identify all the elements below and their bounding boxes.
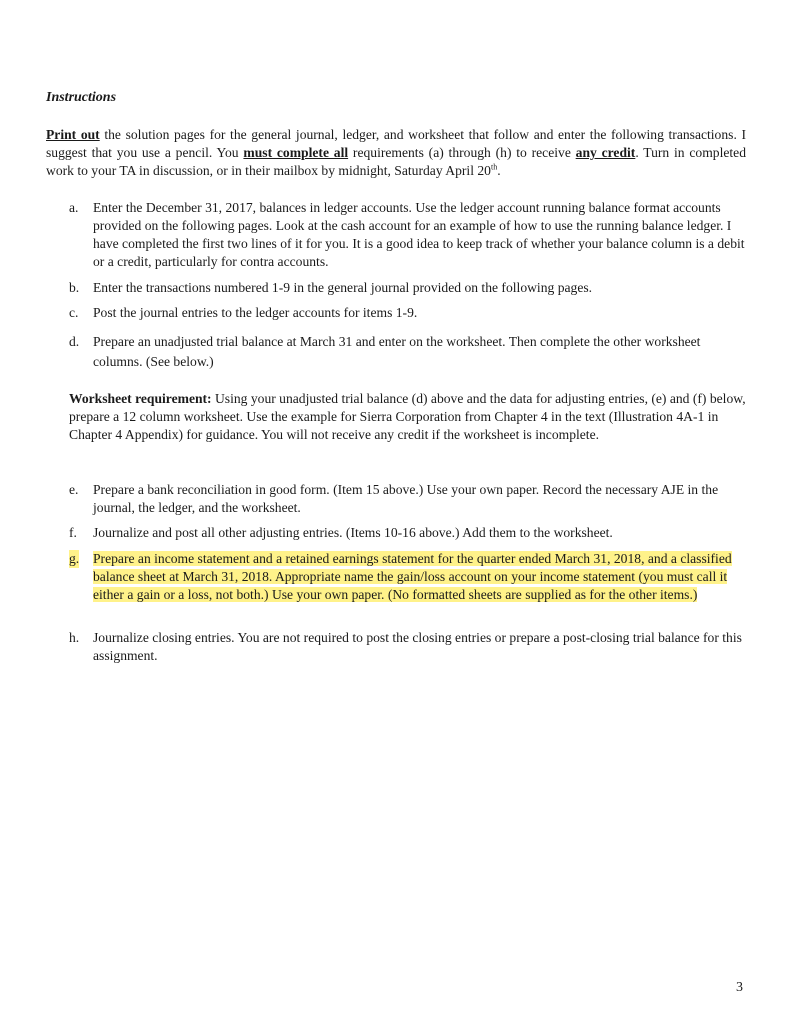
- list-item-b: [69, 279, 746, 297]
- highlighted-item-text: Prepare an income statement and a retained earnings statement for the quarter ended March 31, 2018, and a classified balance sheet at March 31, 2018. Appropriate name the gain/loss account on your income statement (you must call it either a gain or a loss, not both.) Use your own paper. (No formatted sheets are supplied as for the other items.): [93, 551, 732, 602]
- item-letter: b.: [69, 280, 80, 295]
- page-number: 3: [736, 980, 743, 995]
- list-item-a: [69, 199, 746, 271]
- item-text: Enter the transactions numbered 1-9 in the general journal provided on the following pages.: [93, 280, 593, 295]
- worksheet-label: Worksheet requirement:: [69, 391, 212, 406]
- item-letter: c.: [69, 305, 79, 320]
- item-text: Enter the December 31, 2017, balances in ledger accounts. Use the ledger account running balance format accounts provided on the following pages. Look at the cash account for an example of how to use the running balance ledger. I have completed the first two lines of it for you. It is a good idea to keep track of whether your balance column is a debit or a credit, particularly for contra accounts.: [93, 200, 745, 269]
- worksheet-text: Using your unadjusted trial balance (d) above and the data for adjusting entries, (e) and (f) below, prepare a 12 column worksheet. Use the example for Sierra Corporation from Chapter 4 in the text (Illustration 4A-1 in Chapter 4 Appendix) for guidance. You will not receive any credit if the worksheet is incomplete.: [69, 391, 746, 442]
- item-text: Prepare a bank reconciliation in good form. (Item 15 above.) Use your own paper. Record the necessary AJE in the journal, the ledger, and the worksheet.: [93, 482, 719, 515]
- intro-text-4: .: [497, 163, 501, 178]
- item-text: Post the journal entries to the ledger accounts for items 1-9.: [93, 305, 418, 320]
- must-complete-emphasis: must complete all: [243, 145, 349, 160]
- item-text: Journalize and post all other adjusting entries. (Items 10-16 above.) Add them to the worksheet.: [93, 525, 613, 540]
- list-item-f: [69, 524, 746, 542]
- instructions-heading: Instructions: [46, 90, 117, 105]
- list-item-g: [69, 550, 746, 604]
- worksheet-requirement: [69, 390, 746, 444]
- item-text: Prepare an unadjusted trial balance at March 31 and enter on the worksheet. Then complete the other worksheet columns. (See below.): [93, 334, 701, 369]
- item-letter: g.: [69, 551, 80, 566]
- item-letter: e.: [69, 482, 79, 497]
- item-letter: h.: [69, 630, 80, 645]
- list-item-h: [69, 629, 746, 665]
- intro-text-3: . Turn in completed work to your TA in discussion, or in their mailbox by midnight, Saturday April 20: [46, 145, 746, 178]
- intro-text-1: the solution pages for the general journal, ledger, and worksheet that follow and enter the following transactions. I suggest that you use a pencil. You: [46, 127, 746, 160]
- list-item-d: [69, 332, 746, 372]
- list-item-c: [69, 304, 746, 322]
- item-letter: f.: [69, 525, 77, 540]
- item-text: Journalize closing entries. You are not required to post the closing entries or prepare a post-closing trial balance for this assignment.: [93, 630, 742, 663]
- list-item-e: [69, 481, 746, 517]
- intro-text-2: requirements (a) through (h) to receive: [348, 145, 576, 160]
- any-credit-emphasis: any credit: [575, 145, 636, 160]
- item-letter: a.: [69, 200, 79, 215]
- item-letter: d.: [69, 334, 80, 349]
- print-out-emphasis: Print out: [46, 127, 100, 142]
- date-superscript: th: [490, 162, 498, 172]
- intro-paragraph: [46, 126, 746, 180]
